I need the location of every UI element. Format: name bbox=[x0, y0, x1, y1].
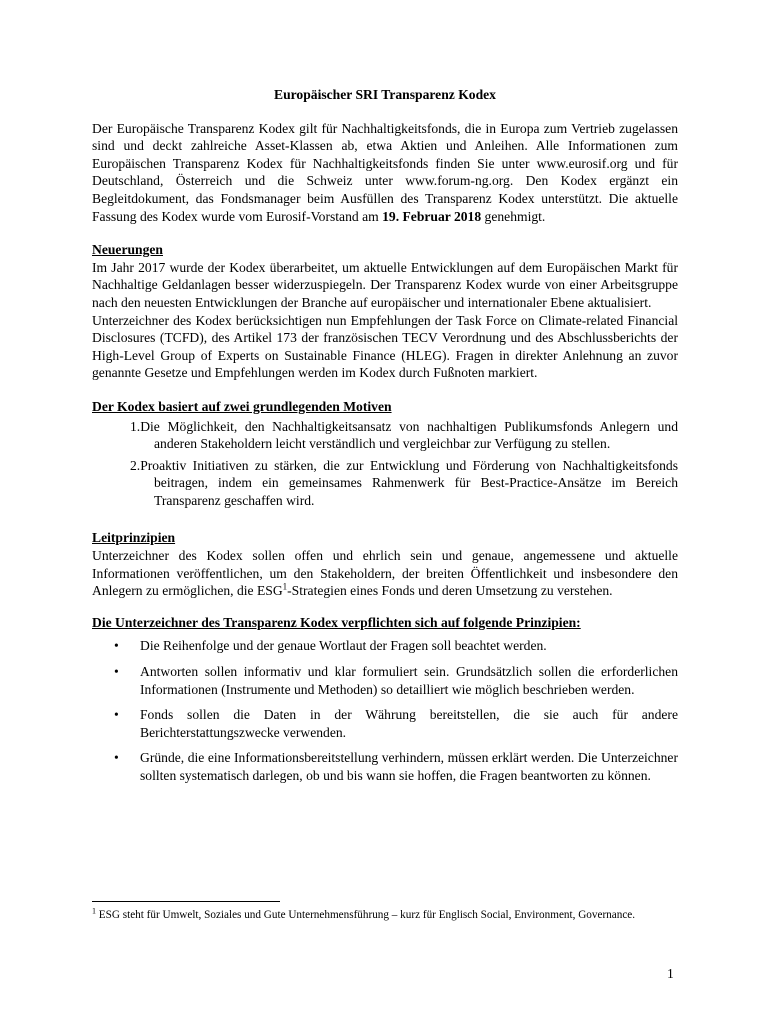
intro-text-end: genehmigt. bbox=[481, 208, 546, 224]
leitprinzipien-text-end: -Strategien eines Fonds und deren Umsetzung zu verstehen. bbox=[287, 583, 613, 599]
bullet-icon: • bbox=[114, 638, 119, 654]
document-body bbox=[92, 86, 678, 793]
principles-list bbox=[92, 637, 678, 784]
intro-text: Der Europäische Transparenz Kodex gilt für Nachhaltigkeitsfonds, die in Europa zum Vertrieb zugelassen sind und deckt zahlreiche Asset-Klassen ab, etwa Aktien und Anleihen. Alle Informationen zum Europäischen Transparenz Kodex für Nachhaltigkeitsfonds finden Sie unter www.eurosif.org und für Deutschland, Österreich und die Schweiz unter www.forum-ng.org. Den Kodex ergänzt ein Begleitdokument, das Fondsmanager beim Ausfüllen des Transparenz Kodex unterstützt. Die aktuelle Fassung des Kodex wurde vom Eurosif-Vorstand am bbox=[92, 120, 678, 224]
list-item bbox=[92, 706, 678, 741]
page-number: 1 bbox=[667, 966, 674, 981]
footnote-separator bbox=[92, 901, 280, 902]
list-item bbox=[92, 637, 678, 655]
section-heading-motive: Der Kodex basiert auf zwei grundlegenden Motiven bbox=[92, 398, 392, 414]
bullet-icon: • bbox=[114, 707, 119, 723]
section-heading-neuerungen: Neuerungen bbox=[92, 242, 163, 258]
bullet-icon: • bbox=[114, 750, 119, 766]
motive-item: 2.Proaktiv Initiativen zu stärken, die zur Entwicklung und Förderung von Nachhaltigkeitsfonds beitragen, indem ein gemeinsames Rahmenwerk für Best-Practice-Ansätze im Bereich Transparenz geschaffen wird. bbox=[130, 457, 678, 508]
intro-paragraph bbox=[92, 120, 678, 226]
leitprinzipien-paragraph bbox=[92, 547, 678, 600]
list-item bbox=[92, 749, 678, 784]
principle-text: Die Reihenfolge und der genaue Wortlaut der Fragen soll beachtet werden. bbox=[140, 638, 547, 654]
motive-list bbox=[92, 418, 678, 510]
motive-item: 1.Die Möglichkeit, den Nachhaltigkeitsansatz von nachhaltigen Publikumsfonds Anlegern und anderen Stakeholdern leicht verständlich und vergleichbar zur Verfügung zu stellen. bbox=[130, 418, 678, 452]
footnote-number: 1 bbox=[92, 906, 96, 916]
neuerungen-paragraph-2: Unterzeichner des Kodex berücksichtigen nun Empfehlungen der Task Force on Climate-related Financial Disclosures (TCFD), des Artikel 173 der französischen TECV Verordnung und des Abschlussberichts der High-Level Group of Experts on Sustainable Finance (HLEG). Fragen in direkter Anlehnung an zuvor genannte Gesetze und Empfehlungen werden im Kodex durch Fußnoten markiert. bbox=[92, 312, 678, 381]
list-item bbox=[92, 663, 678, 698]
principle-text: Gründe, die eine Informationsbereitstellung verhindern, müssen erklärt werden. Die Unterzeichner sollten systematisch darlegen, ob und bis wann sie hoffen, die Fragen beantworten zu können. bbox=[140, 750, 678, 783]
section-heading-prinzipien: Die Unterzeichner des Transparenz Kodex verpflichten sich auf folgende Prinzipien: bbox=[92, 614, 581, 630]
document-title: Europäischer SRI Transparenz Kodex bbox=[274, 87, 496, 102]
footnote bbox=[92, 908, 678, 923]
approval-date: 19. Februar 2018 bbox=[382, 208, 482, 224]
bullet-icon: • bbox=[114, 664, 119, 680]
footnote-reference[interactable]: 1 bbox=[282, 581, 288, 592]
footnote-text: ESG steht für Umwelt, Soziales und Gute Unternehmensführung – kurz für Englisch Social, Environment, Governance. bbox=[96, 909, 636, 921]
neuerungen-paragraph-1: Im Jahr 2017 wurde der Kodex überarbeitet, um aktuelle Entwicklungen auf dem Europäischen Markt für Nachhaltige Geldanlagen besser widerzuspiegeln. Der Transparenz Kodex wurde von einer Arbeitsgruppe nach den neuesten Entwicklungen der Branche auf europäischer und internationaler Ebene aktualisiert. bbox=[92, 259, 678, 310]
section-heading-leitprinzipien: Leitprinzipien bbox=[92, 530, 176, 546]
leitprinzipien-text: Unterzeichner des Kodex sollen offen und ehrlich sein und genaue, angemessene und aktuelle Informationen veröffentlichen, um den Stakeholdern, der breiten Öffentlichkeit und insbesondere den Anlegern zu ermöglichen, die ESG bbox=[92, 548, 678, 599]
principle-text: Fonds sollen die Daten in der Währung bereitstellen, die sie auch für andere Berichterstattungszwecke verwenden. bbox=[140, 707, 678, 740]
principle-text: Antworten sollen informativ und klar formuliert sein. Grundsätzlich sollen die erforderlichen Informationen (Instrumente und Methoden) so detailliert wie möglich beschrieben werden. bbox=[140, 664, 678, 697]
